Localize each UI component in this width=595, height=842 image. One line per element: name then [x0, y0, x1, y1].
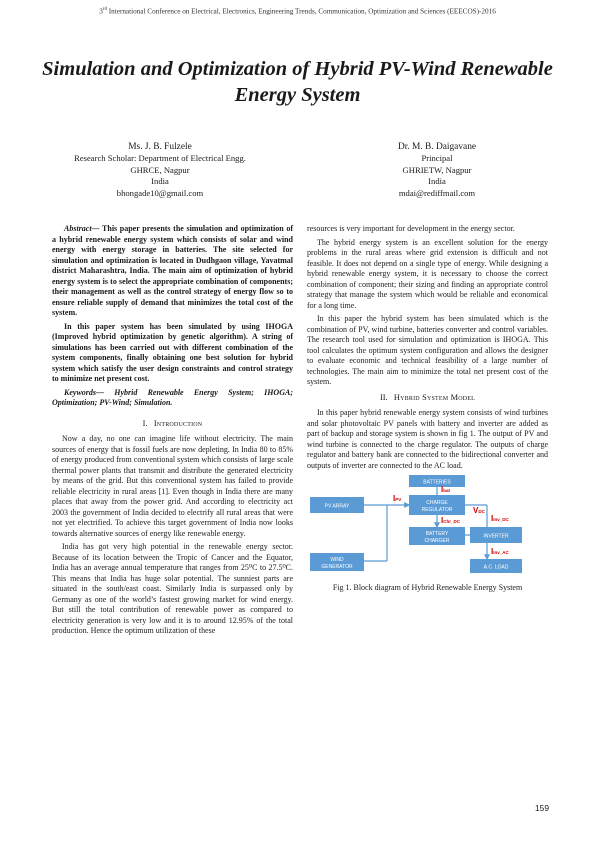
section-title: Introduction: [153, 418, 203, 428]
intro-paragraph-1: Now a day, no one can imagine life without electricity. The main sources of energy that is fossil fuels are now depleting. In India 80 to 85% of energy produced from conventional system which consists of large scale thermal power plants that transmit and distribute the generated electricity by means of the grid. But this conventional system has failed to provide reliable electricity in rural areas [1]. Even though in India there are many places that away from the power grid. And according to electricity act 2003 the government of India decided to electrify all rural areas that were not yet electrified. To achieve this target government of India now looks towards alternative sources of energy like renewable energy.: [52, 434, 293, 538]
figure-caption: Fig 1. Block diagram of Hybrid Renewable Energy System: [332, 583, 523, 592]
right-paragraph-1: resources is very important for development in the energy sector.: [307, 224, 515, 233]
section-number: I.: [142, 418, 148, 428]
author-institution: GHRCE, Nagpur: [130, 164, 190, 175]
section-heading-introduction: [52, 419, 293, 430]
abstract-text: This paper presents the simulation and optimization of a hybrid renewable energy system which consists of solar and wind energy with energy storage in batteries. The site selected for simulation and optimization is located in Dudhgaon village, Yavatmal district Maharashtra, India. The main aim of optimization of hybrid energy system is to select the appropriate combination of components; their management as well as the control strategy of energy flow so to ensure reliable supply of demand that minimizes the total cost of the system.: [52, 224, 293, 317]
ac-load-label: A.C. LOAD: [483, 564, 509, 571]
blocks: [310, 475, 522, 573]
author-institution: GHRIETW, Nagpur: [402, 164, 472, 175]
wind-label-2: GENERATOR: [321, 564, 353, 570]
idc-label: IChr_DC: [441, 516, 460, 525]
author-affiliation: Research Scholar: Department of Electrical Engg.: [74, 153, 246, 163]
keywords: Keywords— Hybrid Renewable Energy System; IHOGA; Optimization; PV-Wind; Simulation.: [52, 387, 293, 407]
iinvdc-label: IInv_DC: [491, 514, 509, 523]
right-paragraph-3: In this paper the hybrid system has been simulated which is the combination of PV, wind turbine, batteries converter and control variables. The research tool used for simulation and optimization is IHOGA. This tool calculates the optimum system configuration and allows the designer to evaluate economic and technical feasibility of a large number of technologies. The main aim to minimize the total net present cost of the system.: [307, 314, 548, 386]
battery-charger-label-1: BATTERY: [425, 531, 449, 537]
block-diagram: [307, 475, 548, 581]
author-block-1: [50, 141, 270, 199]
author-email: mdai@rediffmail.com: [398, 187, 476, 198]
batteries-label: BATTERIES: [423, 479, 451, 486]
author-name: Dr. M. B. Daigavane: [397, 142, 477, 152]
section-heading-model: [307, 393, 548, 404]
charge-label-1: CHARGE: [426, 500, 448, 506]
right-column: [307, 224, 548, 594]
author-country: India: [151, 176, 169, 187]
author-email: bhongade10@gmail.com: [116, 187, 204, 198]
inverter-label: INVERTER: [483, 533, 509, 540]
page-number: 159: [535, 803, 549, 813]
left-column: [52, 224, 293, 640]
section-title: Hybrid System Model: [393, 392, 476, 402]
vdc-label: VDC: [473, 506, 485, 515]
abstract-paragraph: [52, 224, 293, 319]
pv-array-label: PV ARRAY: [324, 503, 350, 510]
abstract-lead: Abstract—: [64, 224, 100, 233]
paper-title: Simulation and Optimization of Hybrid PV-Wind Renewable Energy System: [42, 58, 553, 106]
section-number: II.: [379, 392, 388, 402]
header-superscript: rd: [102, 7, 107, 12]
ipv-label: IPV: [393, 494, 402, 503]
header-number: 3: [99, 7, 103, 16]
header-text: International Conference on Electrical, Electronics, Engineering Trends, Communication, Optimization and Sciences (EEECOS)-2016: [106, 7, 496, 16]
ibat-label: Ibat: [441, 485, 450, 494]
block-diagram-figure: [307, 475, 548, 581]
battery-charger-label-2: CHARGER: [424, 538, 450, 544]
conference-header: [0, 7, 595, 15]
abstract-paragraph-2: In this paper system has been simulated by using IHOGA (Improved hybrid optimization by genetic algorithm). A string of simulations has been carried out with different combination of the system components, finally obtaining one best solution for hybrid system which satisfy the user design constraints and control strategy to minimize net present cost.: [52, 321, 293, 383]
model-paragraph: In this paper hybrid renewable energy system consists of wind turbines and solar photovoltaic PV panels with battery and inverter are added as part of backup and storage system is shown in fig 1. The output of PV and wind turbine is connected to the charge regulator. The outputs of charge regulator and battery bank are connected to the bidirectional converter and outputs of inverter are connected to the AC load.: [307, 408, 548, 470]
intro-paragraph-2: India has got very high potential in the renewable energy sector. Because of its location between the Tropic of Cancer and the Equator, India has an average annual temperature that ranges from 25⁰C to 27.5⁰C. This means that India has huge solar potential. The sunniest parts are situated in the south/east coast. Similarly India is surpassed only by Germany as one of the world’s fastest growing market for wind energy. But still the total contribution of renewable power as compared to electricity generation is very low and it is to around 12.95% of the total production. Hence the optimum utilization of these: [52, 542, 293, 635]
iinvac-label: IInv_AC: [491, 547, 509, 556]
author-country: India: [428, 176, 446, 187]
wind-label-1: WIND: [330, 557, 344, 563]
charge-label-2: REGULATOR: [421, 507, 453, 513]
author-affiliation: Principal: [421, 153, 453, 163]
author-block-2: [337, 141, 537, 199]
author-name: Ms. J. B. Fulzele: [128, 142, 192, 152]
right-paragraph-2: The hybrid energy system is an excellent solution for the energy problems in the rural areas where grid extension is difficult and not feasible. It does not depend on a single type of energy. While designing a hybrid renewable energy system, it is necessary to choose the correct combination of component; their sizing and finding an appropriate control strategy that manage the system which would be reliable and economical for a long time.: [307, 237, 548, 310]
